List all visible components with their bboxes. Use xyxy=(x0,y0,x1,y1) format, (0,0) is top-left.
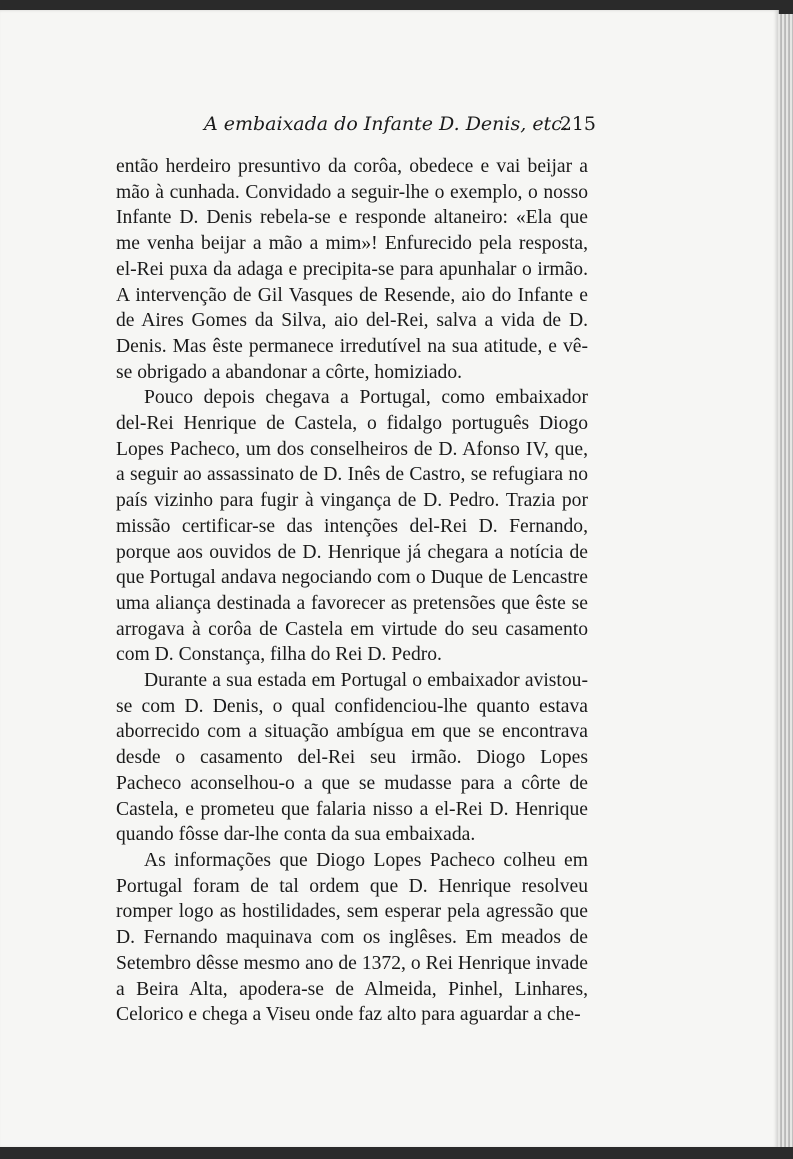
scan-bottom-edge xyxy=(0,1147,793,1159)
paragraph: Durante a sua estada em Portugal o embaixador avistou-se com D. Denis, o qual confidenciou-lhe quanto estava aborrecido com a situação ambígua em que se encontrava desde o casamento del-Rei seu irmão. Diogo Lopes Pacheco aconselhou-o a que se mudasse para a côrte de Castela, e prometeu que falaria nisso a el-Rei D. Henrique quando fôsse dar-lhe conta da sua embaixada. xyxy=(116,670,588,846)
page-header xyxy=(116,105,596,135)
paragraph: Pouco depois chegava a Portugal, como embaixador del-Rei Henrique de Castela, o fidalgo português Diogo Lopes Pacheco, um dos conselheiros de D. Afonso IV, que, a seguir ao assassinato de D. Inês de Castro, se refugiara no país vizinho para fugir à vingança de D. Pedro. Trazia por missão certificar-se das intenções del-Rei D. Fernando, porque aos ouvidos de D. Henrique já chegara a notícia de que Portugal andava negociando com o Duque de Lencastre uma aliança destinada a favorecer as pretensões que êste se arrogava à corôa de Castela em virtude do seu casamento com D. Constança, filha do Rei D. Pedro. xyxy=(116,387,588,666)
running-title: A embaixada do Infante D. Denis, etc. xyxy=(204,113,568,135)
book-page xyxy=(0,10,779,1148)
body-text xyxy=(116,154,588,1028)
paragraph-continuation: então herdeiro presuntivo da corôa, obedece e vai beijar a mão à cunhada. Convidado a seguir-lhe o exemplo, o nosso Infante D. Denis rebela-se e responde altaneiro: «Ela que me venha beijar a mão a mim»! Enfurecido pela resposta, el-Rei puxa da adaga e precipita-se para apunhalar o irmão. A intervenção de Gil Vasques de Resende, aio do Infante e de Aires Gomes da Silva, aio del-Rei, salva a vida de D. Denis. Mas êste permanece irredutível na sua atitude, e vê-se obrigado a abandonar a côrte, homiziado. xyxy=(116,156,588,383)
page-edge-stack xyxy=(778,14,793,1150)
paragraph: As informações que Diogo Lopes Pacheco colheu em Portugal foram de tal ordem que D. Henrique resolveu romper logo as hostilidades, sem esperar pela agressão que D. Fernando maquinava com os inglêses. Em meados de Setembro dêsse mesmo ano de 1372, o Rei Henrique invade a Beira Alta, apodera-se de Almeida, Pinhel, Linhares, Celorico e chega a Viseu onde faz alto para aguardar a che- xyxy=(116,849,588,1026)
page-number: 215 xyxy=(559,113,596,135)
